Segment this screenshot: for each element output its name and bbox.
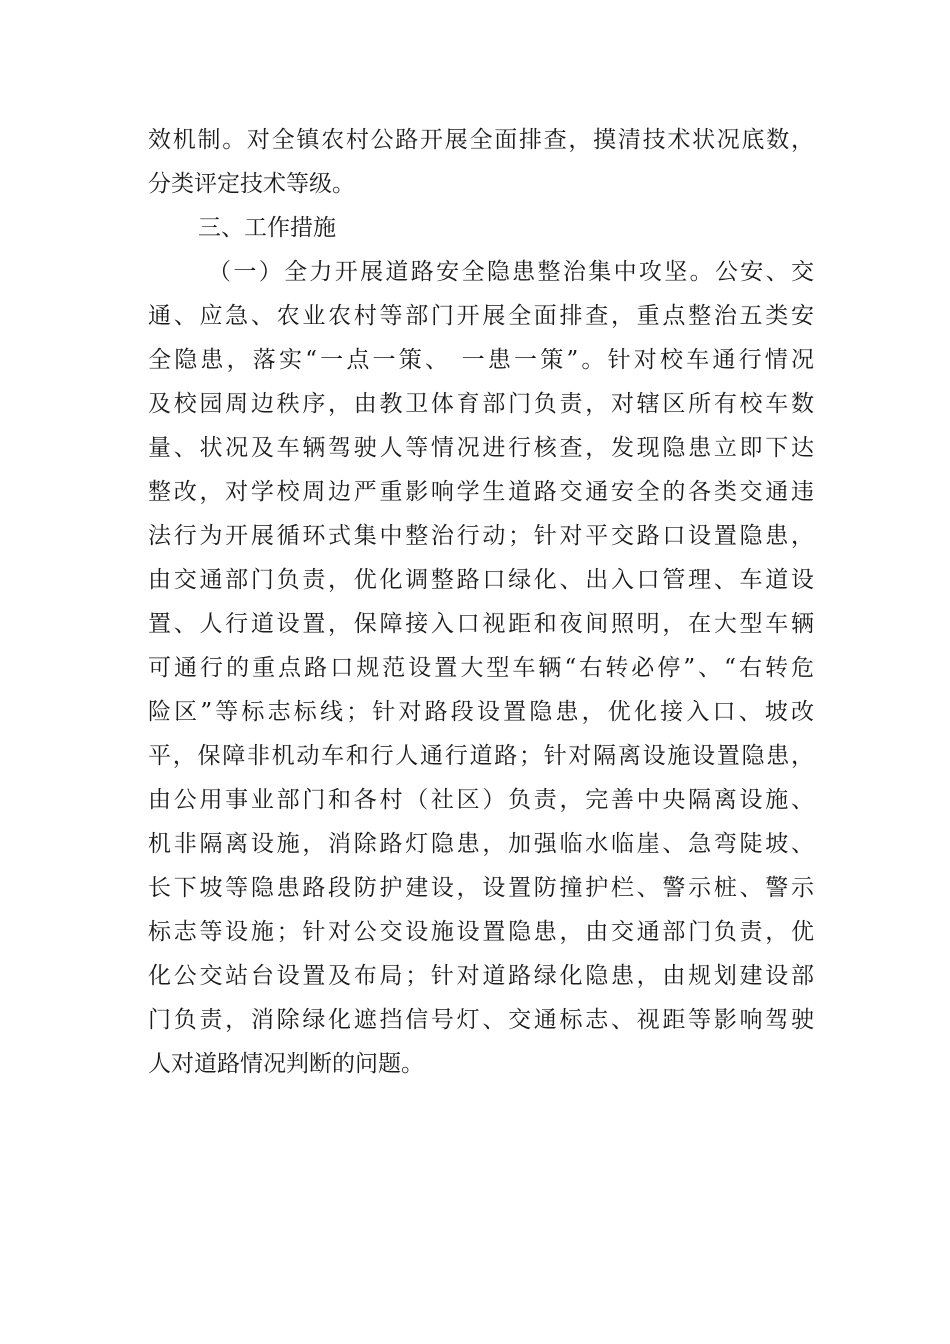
text-line-13: 可通行的重点路口规范设置大型车辆“右转必停”、“右转危: [148, 655, 814, 681]
text-line-17: 机非隔离设施，消除路灯隐患，加强临水临崖、急弯陡坡、: [148, 831, 814, 857]
document-page: [148, 118, 814, 1086]
text-line-18: 长下坡等隐患路段防护建设，设置防撞护栏、警示桩、警示: [148, 875, 814, 901]
text-line-5: 通、应急、农业农村等部门开展全面排查，重点整治五类安: [148, 303, 814, 329]
text-line-1: 效机制。对全镇农村公路开展全面排查，摸清技术状况底数，: [148, 127, 814, 153]
section-heading: 三、工作措施: [198, 215, 336, 241]
text-line-19: 标志等设施；针对公交设施设置隐患，由交通部门负责，优: [148, 919, 814, 945]
text-line-8: 量、状况及车辆驾驶人等情况进行核查，发现隐患立即下达: [148, 435, 814, 461]
text-line-10: 法行为开展循环式集中整治行动；针对平交路口设置隐患，: [148, 523, 814, 549]
text-line-6: 全隐患，落实“一点一策、 一患一策”。针对校车通行情况: [148, 347, 814, 373]
text-line-12: 置、人行道设置，保障接入口视距和夜间照明，在大型车辆: [148, 611, 814, 637]
text-line-16: 由公用事业部门和各村（社区）负责，完善中央隔离设施、: [148, 787, 814, 813]
text-line-22: 人对道路情况判断的问题。: [148, 1051, 424, 1077]
subsection-heading-line: （一）全力开展道路安全隐患整治集中攻坚。公安、交: [208, 259, 814, 285]
text-line-14: 险区”等标志标线；针对路段设置隐患，优化接入口、坡改: [148, 699, 814, 725]
text-line-11: 由交通部门负责，优化调整路口绿化、出入口管理、车道设: [148, 567, 814, 593]
text-line-15: 平，保障非机动车和行人通行道路；针对隔离设施设置隐患，: [148, 743, 814, 769]
text-line-21: 门负责，消除绿化遮挡信号灯、交通标志、视距等影响驾驶: [148, 1007, 814, 1033]
text-line-2: 分类评定技术等级。: [148, 171, 355, 197]
text-line-20: 化公交站台设置及布局；针对道路绿化隐患，由规划建设部: [148, 963, 814, 989]
text-line-7: 及校园周边秩序，由教卫体育部门负责，对辖区所有校车数: [148, 391, 814, 417]
text-line-9: 整改，对学校周边严重影响学生道路交通安全的各类交通违: [148, 479, 814, 505]
